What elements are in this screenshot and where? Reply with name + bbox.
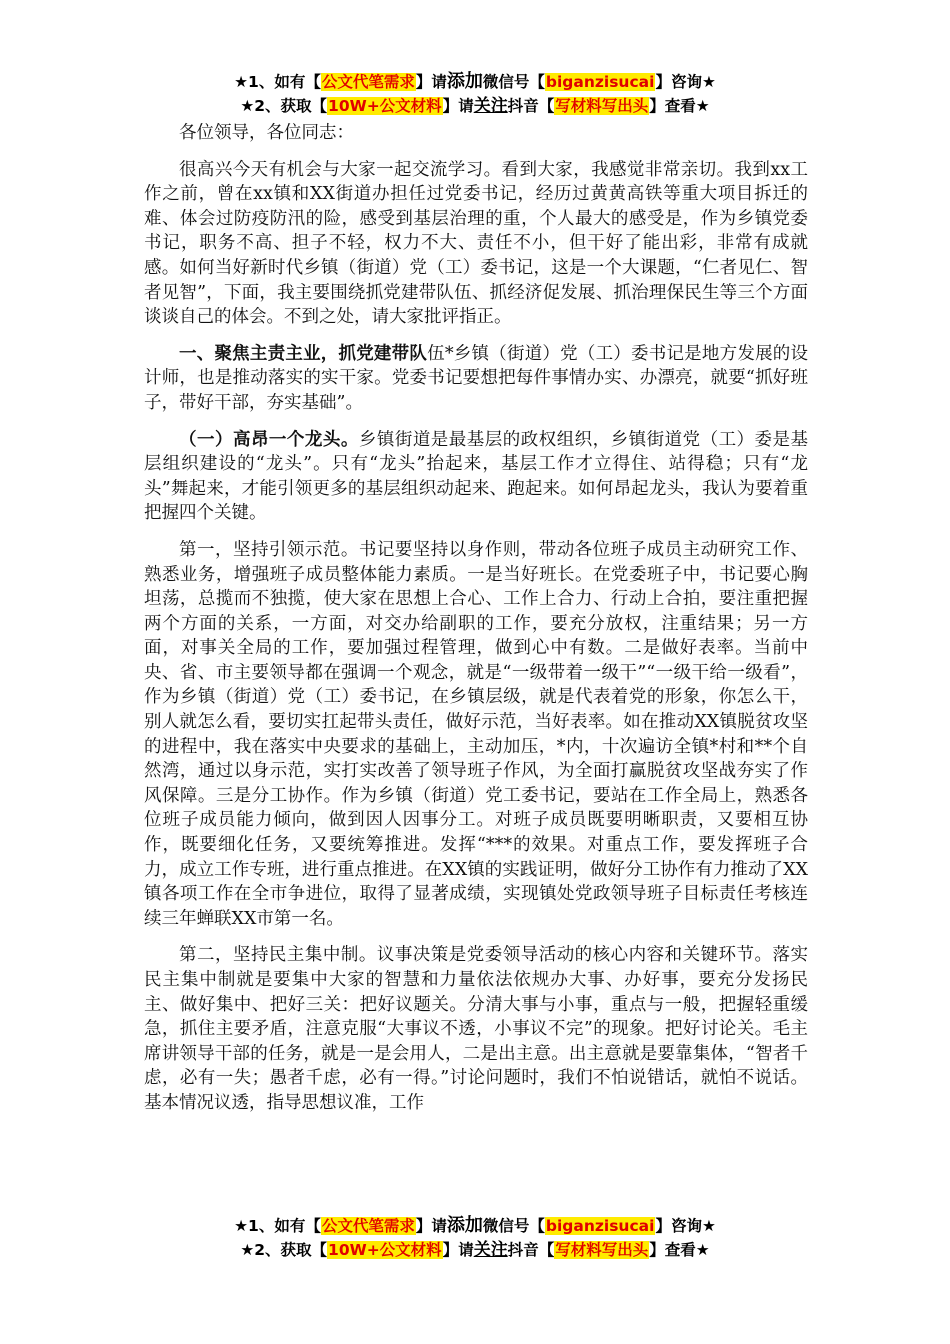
- promo-line-1-prefix: ★1、如有【: [234, 73, 321, 91]
- promo-highlight-douyin-id: 写材料写出头: [555, 97, 649, 115]
- section-1a-body: 乡镇街道是最基层的政权组织，乡镇街道党（工）委是基层组织建设的“龙头”。只有“龙头”抬起来，基层工作才立得住、站得稳；只有“龙头”舞起来，才能引领更多的基层组织动起来、跑起来。如何昂起龙头，我认为要着重把握四个关键。: [144, 429, 809, 524]
- greeting: 各位领导，各位同志：: [179, 123, 354, 143]
- promo-banner-top: [0, 70, 950, 118]
- promo-highlight-wechat-id: biganzisucai: [545, 73, 655, 91]
- promo-highlight-wechat-id: biganzisucai: [545, 1217, 655, 1235]
- promo-line-2: [0, 94, 950, 118]
- promo-banner-bottom: [0, 1214, 950, 1262]
- paragraph-section-1a: [144, 428, 808, 526]
- promo-line-1-emphasis: 添加: [446, 71, 483, 92]
- promo-line-2-suffix: 】查看★: [649, 97, 710, 115]
- promo-line-2-suffix: 】查看★: [649, 1241, 710, 1259]
- promo-highlight-service: 公文代笔需求: [321, 73, 415, 91]
- promo-line-1-emphasis: 添加: [446, 1215, 483, 1236]
- promo-line-1: [0, 70, 950, 94]
- promo-line-2-emphasis: 关注: [473, 96, 508, 116]
- section-1a-heading: （一）高昂一个龙头。: [179, 429, 359, 450]
- section-1-body: 伍*乡镇（街道）党（工）委书记是地方发展的设计师，也是推动落实的实干家。党委书记要想把每件事情办实、办漂亮，就要“抓好班子，带好干部，夯实基础”。: [144, 343, 809, 413]
- promo-highlight-douyin-id: 写材料写出头: [555, 1241, 649, 1259]
- document-body: [144, 121, 808, 1116]
- promo-line-2-mid1: 】请: [442, 1241, 474, 1259]
- promo-line-1-mid1: 】请: [415, 1217, 447, 1235]
- promo-line-1-mid2: 微信号【: [482, 73, 545, 91]
- promo-line-2-mid2: 抖音【: [507, 1241, 555, 1259]
- promo-line-1-mid2: 微信号【: [482, 1217, 545, 1235]
- promo-line-1: [0, 1214, 950, 1238]
- paragraph-section-1: [144, 342, 808, 416]
- paragraph-second-point: 第二，坚持民主集中制。议事决策是党委领导活动的核心内容和关键环节。落实民主集中制就是要集中大家的智慧和力量依法依规办大事、办好事，要充分发扬民主、做好集中、把好三关：把好议题关。分清大事与小事，重点与一般，把握轻重缓急，抓住主要矛盾，注意克服“大事议不透，小事议不完”的现象。把好讨论关。毛主席讲领导干部的任务，就是一是会用人，二是出主意。出主意就是要靠集体，“智者千虑，必有一失；愚者千虑，必有一得。”讨论问题时，我们不怕说错话，就怕不说话。基本情况议透，指导思想议准，工作: [144, 945, 808, 1113]
- promo-line-1-suffix: 】咨询★: [655, 73, 716, 91]
- promo-highlight-materials: 10W+公文材料: [328, 97, 442, 115]
- promo-highlight-service: 公文代笔需求: [321, 1217, 415, 1235]
- promo-highlight-materials: 10W+公文材料: [328, 1241, 442, 1259]
- promo-line-2-mid1: 】请: [442, 97, 474, 115]
- promo-line-1-mid1: 】请: [415, 73, 447, 91]
- section-1-heading: 一、聚焦主责主业，抓党建带队: [179, 343, 428, 364]
- promo-line-1-prefix: ★1、如有【: [234, 1217, 321, 1235]
- paragraph-first-point: 第一，坚持引领示范。书记要坚持以身作则，带动各位班子成员主动研究工作、熟悉业务，增强班子成员整体能力素质。一是当好班长。在党委班子中，书记要心胸坦荡，总揽而不独揽，使大家在思想上合心、工作上合力、行动上合拍，要注重把握两个方面的关系，一方面，对交办给副职的工作，要充分放权，注重结果；另一方面，对事关全局的工作，要加强过程管理，做到心中有数。二是做好表率。当前中央、省、市主要领导都在强调一个观念，就是“一级带着一级干”“一级干给一级看”，作为乡镇（街道）党（工）委书记，在乡镇层级，就是代表着党的形象，你怎么干，别人就怎么看，要切实扛起带头责任，做好示范，当好表率。如在推动XX镇脱贫攻坚的进程中，我在落实中央要求的基础上，主动加压，*内，十次遍访全镇*村和**个自然湾，通过以身示范，实打实改善了领导班子作风，为全面打赢脱贫攻坚战夯实了作风保障。三是分工协作。作为乡镇（街道）党工委书记，要站在工作全局上，熟悉各位班子成员能力倾向，做到因人因事分工。对班子成员既要明晰职责，又要相互协作，既要细化任务，又要统筹推进。发挥“***的效果。对重点工作，要发挥班子合力，成立工作专班，进行重点推进。在XX镇的实践证明，做好分工协作有力推动了XX镇各项工作在全市争进位，取得了显著成绩，实现镇处党政领导班子目标责任考核连续三年蝉联XX市第一名。: [144, 539, 808, 929]
- promo-line-2-mid2: 抖音【: [507, 97, 555, 115]
- promo-line-2: [0, 1238, 950, 1262]
- promo-line-2-prefix: ★2、获取【: [240, 1241, 328, 1259]
- promo-line-1-suffix: 】咨询★: [655, 1217, 716, 1235]
- promo-line-2-emphasis: 关注: [473, 1240, 508, 1260]
- paragraph-intro: 很高兴今天有机会与大家一起交流学习。看到大家，我感觉非常亲切。我到xx工作之前，曾在xx镇和XX街道办担任过党委书记，经历过黄黄高铁等重大项目拆迁的难、体会过防疫防汛的险，感受到基层治理的重，个人最大的感受是，作为乡镇党委书记，职务不高、担子不轻，权力不大、责任不小，但干好了能出彩，非常有成就感。如何当好新时代乡镇（街道）党（工）委书记，这是一个大课题，“仁者见仁、智者见智”，下面，我主要围绕抓党建带队伍、抓经济促发展、抓治理保民生等三个方面谈谈自己的体会。不到之处，请大家批评指正。: [144, 159, 808, 328]
- promo-line-2-prefix: ★2、获取【: [240, 97, 328, 115]
